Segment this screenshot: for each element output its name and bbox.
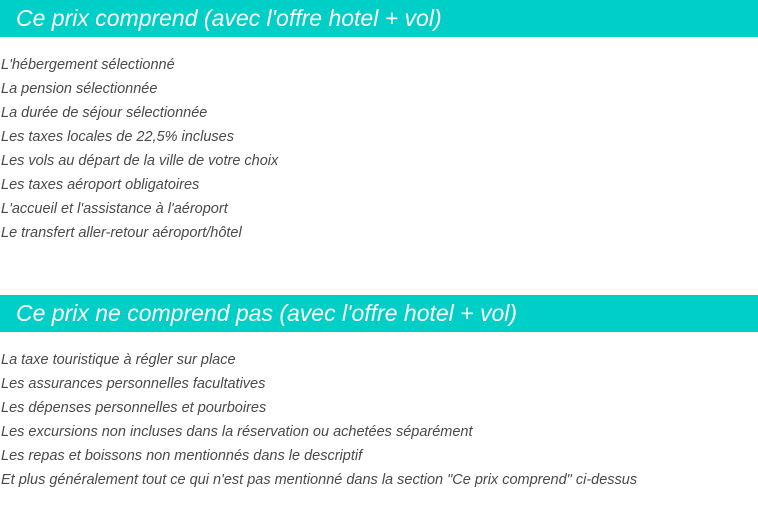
- list-item: L'hébergement sélectionné: [1, 57, 175, 73]
- price-excludes-list: [0, 332, 758, 492]
- list-item: L'accueil et l'assistance à l'aéroport: [1, 201, 228, 217]
- list-item: Les taxes aéroport obligatoires: [1, 177, 200, 193]
- list-item: La durée de séjour sélectionnée: [1, 105, 208, 121]
- list-item: Les assurances personnelles facultatives: [1, 376, 266, 392]
- price-includes-heading: Ce prix comprend (avec l'offre hotel + vol): [0, 0, 758, 37]
- list-item: Les taxes locales de 22,5% incluses: [1, 129, 234, 145]
- list-item: Le transfert aller-retour aéroport/hôtel: [1, 225, 242, 241]
- list-item: Les repas et boissons non mentionnés dans le descriptif: [1, 448, 363, 464]
- list-item: Les excursions non incluses dans la réservation ou achetées séparément: [1, 424, 473, 440]
- price-excludes-heading: Ce prix ne comprend pas (avec l'offre hotel + vol): [0, 295, 758, 332]
- list-item: Les dépenses personnelles et pourboires: [1, 400, 267, 416]
- list-item: La pension sélectionnée: [1, 81, 158, 97]
- list-item: Et plus généralement tout ce qui n'est pas mentionné dans la section "Ce prix comprend" ci-dessus: [1, 472, 638, 488]
- price-includes-list: [0, 37, 758, 245]
- list-item: Les vols au départ de la ville de votre choix: [1, 153, 279, 169]
- price-includes-section: [0, 0, 758, 245]
- price-excludes-section: [0, 295, 758, 492]
- list-item: La taxe touristique à régler sur place: [1, 352, 236, 368]
